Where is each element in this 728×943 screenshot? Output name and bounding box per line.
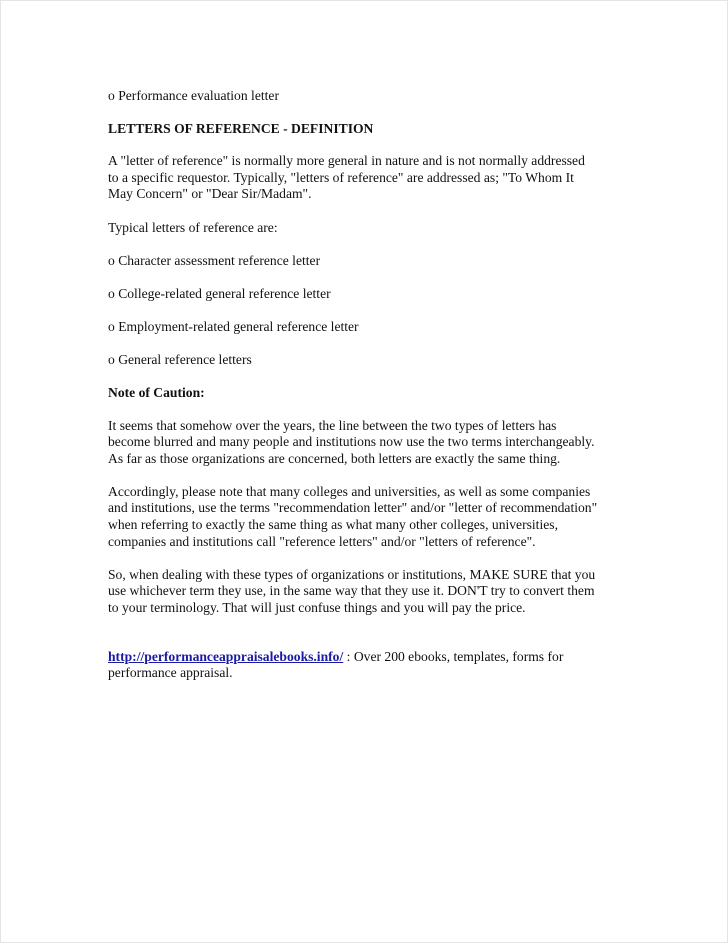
section-heading: Note of Caution:: [108, 385, 205, 400]
paragraph-line: May Concern" or "Dear Sir/Madam".: [108, 186, 312, 201]
ebooks-link[interactable]: http://performanceappraisalebooks.info/: [108, 649, 344, 664]
paragraph-line: to your terminology. That will just confuse things and you will pay the price.: [108, 600, 526, 615]
paragraph-line: become blurred and many people and institutions now use the two terms interchangeably.: [108, 434, 595, 449]
list-item: o College-related general reference letter: [108, 286, 331, 301]
link-line: [108, 649, 563, 665]
list-item: o Employment-related general reference letter: [108, 319, 359, 334]
list-item: o General reference letters: [108, 352, 252, 367]
paragraph-line: It seems that somehow over the years, the line between the two types of letters has: [108, 418, 557, 433]
paragraph-line: use whichever term they use, in the same way that they use it. DON'T try to convert them: [108, 583, 595, 598]
paragraph-line: to a specific requestor. Typically, "letters of reference" are addressed as; "To Whom It: [108, 170, 574, 185]
paragraph-line: companies and institutions call "reference letters" and/or "letters of reference".: [108, 534, 536, 549]
paragraph-line: As far as those organizations are concerned, both letters are exactly the same thing.: [108, 451, 561, 466]
list-item: o Character assessment reference letter: [108, 253, 321, 268]
paragraph-line: So, when dealing with these types of organizations or institutions, MAKE SURE that you: [108, 567, 596, 582]
paragraph-line: performance appraisal.: [108, 665, 233, 680]
list-item: o Performance evaluation letter: [108, 88, 279, 103]
section-heading: LETTERS OF REFERENCE - DEFINITION: [108, 121, 374, 136]
paragraph-line: and institutions, use the terms "recommendation letter" and/or "letter of recommendation": [108, 500, 598, 515]
paragraph-line: Typical letters of reference are:: [108, 220, 278, 235]
paragraph-line: A "letter of reference" is normally more general in nature and is not normally addressed: [108, 153, 585, 168]
paragraph-line: Accordingly, please note that many colleges and universities, as well as some companies: [108, 484, 591, 499]
link-description: : Over 200 ebooks, templates, forms for: [343, 649, 564, 664]
paragraph-line: when referring to exactly the same thing as what many other colleges, universities,: [108, 517, 558, 532]
